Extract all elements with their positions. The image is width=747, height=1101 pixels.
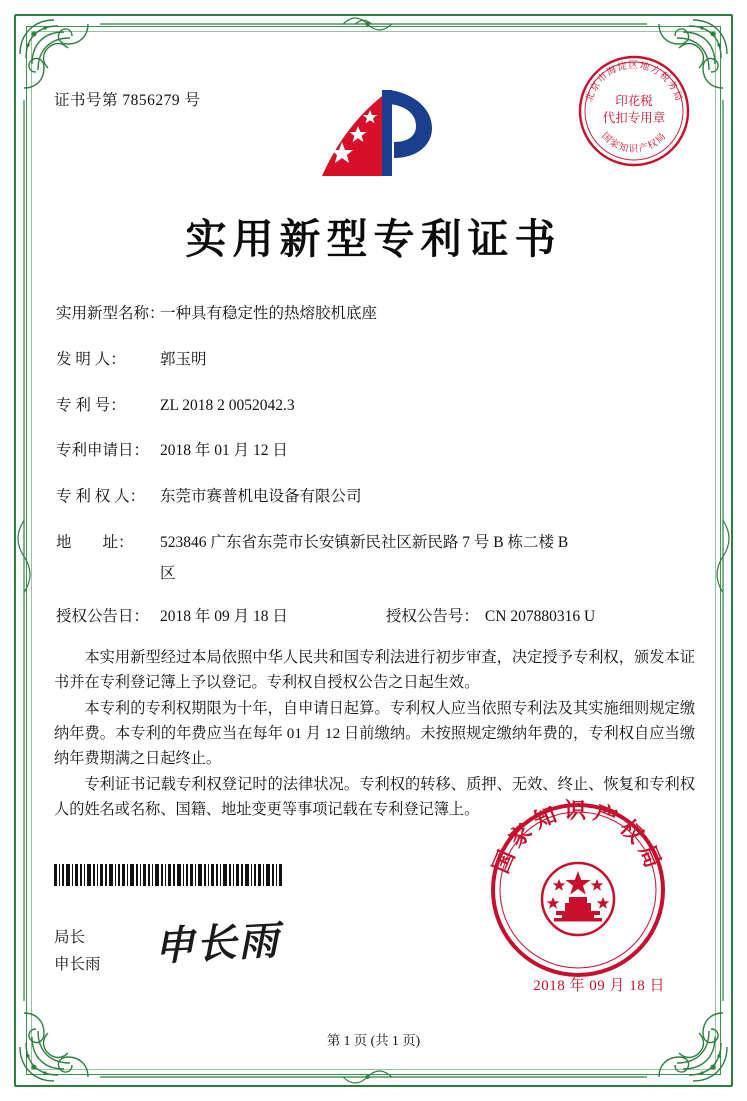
field-list [56,302,695,651]
field-label: 发 明 人： [56,350,126,368]
field-row-address [56,531,695,554]
field-value: 一种具有稳定性的热熔胶机底座 [160,305,378,322]
field-value: ZL 2018 2 0052042.3 [160,396,295,414]
field-value: 郭玉明 [160,350,207,368]
field-row-inventor [56,348,695,371]
paragraph-3: 专利证书记载专利权登记时的法律状况。专利权的转移、质押、无效、终止、恢复和专利权人的姓名或名称、国籍、地址变更等事项记载在专利登记簿上。 [54,776,695,818]
field-row-application-date [56,439,695,462]
field-value-grant-date: 2018 年 09 月 18 日 [160,608,288,625]
director-label: 局长 [54,929,86,946]
field-label-grant-number: 授权公告号： [385,608,479,625]
svg-text:印花税: 印花税 [615,94,653,108]
field-value: 523846 广东省东莞市长安镇新民社区新民路 7 号 B 栋二楼 B [160,533,569,551]
field-label: 专 利 权 人： [56,488,146,505]
handwritten-signature: 申长雨 [153,917,282,970]
field-value-grant-number: CN 207880316 U [484,608,596,625]
tax-stamp-seal [571,48,697,174]
barcode [54,864,284,886]
field-value-address-line2: 区 [160,564,176,582]
field-label: 专 利 号： [56,396,126,414]
seal-date: 2018 年 09 月 18 日 [533,978,665,994]
field-label: 实用新型名称： [56,305,165,322]
page-footer: 第 1 页 (共 1 页) [326,1033,421,1048]
page-title: 实用新型专利证书 [185,216,562,262]
field-row-patent-number [56,394,695,417]
director-name: 申长雨 [54,956,101,974]
field-value: 东莞市赛普机电设备有限公司 [160,488,362,505]
certificate-content [44,44,703,1057]
field-label-grant-date: 授权公告日： [56,608,150,625]
field-label: 地 址： [56,533,134,551]
paragraph-2: 本专利的专利权期限为十年，自申请日起算。专利权人应当依照专利法及其实施细则规定缴纳年费。本专利的年费应当在每年 01 月 12 日前缴纳。未按照规定缴纳年费的，专利权自应当缴纳年费期满之日起终止。 [54,700,695,767]
field-row-grant-announcement [56,605,695,628]
svg-text:国家知识产权局: 国家知识产权局 [487,798,669,877]
field-row-patentee [56,485,695,508]
field-row-utility-model-name [56,302,695,325]
field-label: 专利申请日： [56,442,150,460]
certificate-number: 证书号第 7856279 号 [54,92,201,109]
field-value: 2018 年 01 月 12 日 [160,442,288,460]
signature-block [54,924,101,978]
cnipa-logo-icon [304,80,444,200]
paragraph-1: 本实用新型经过本局依照中华人民共和国专利法进行初步审查，决定授予专利权，颁发本证书并在专利登记簿上予以登记。专利权自授权公告之日起生效。 [54,649,695,691]
official-seal [483,795,673,985]
svg-text:代扣专用章: 代扣专用章 [602,111,666,125]
svg-text:北京市海淀区地方税务局: 北京市海淀区地方税务局 [584,61,684,104]
svg-text:国家知识产权局: 国家知识产权局 [599,131,669,155]
